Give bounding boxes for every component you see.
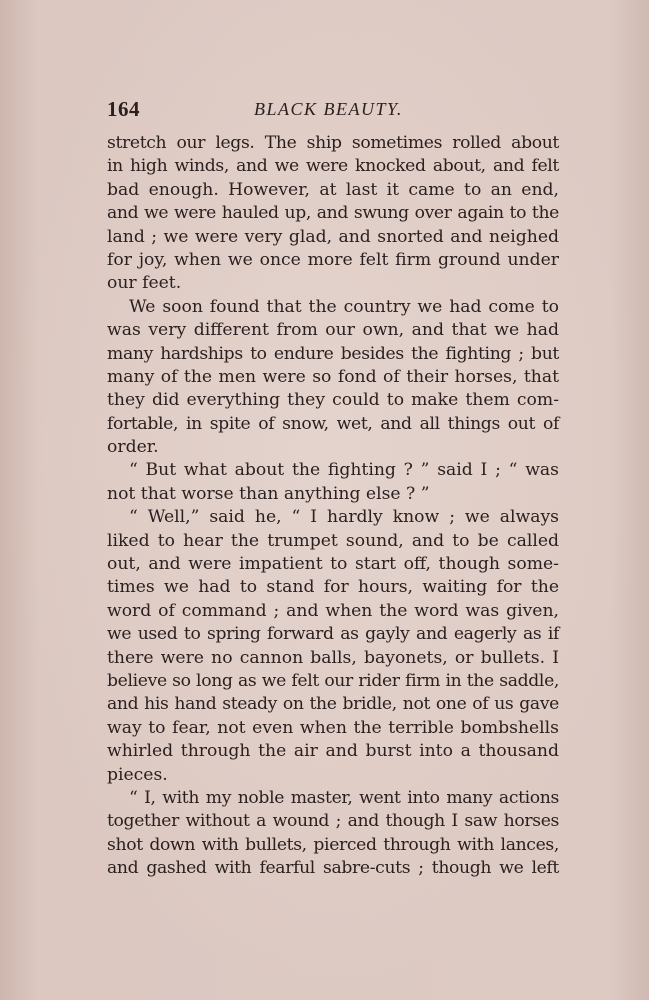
text-line: together without a wound ; and though I saw horses [107,811,559,832]
text-line: fortable, in spite of snow, wet, and all things out of [107,413,559,434]
text-line: our feet. [107,273,182,294]
text-line: We soon found that the country we had come to [129,296,559,317]
text-line: liked to hear the trumpet sound, and to be called [107,530,559,551]
text-line: in high winds, and we were knocked about, and felt [107,156,559,177]
page-number: 164 [107,97,140,121]
text-line: many hardships to endure besides the fighting ; but [107,343,559,364]
text-line: bad enough. However, at last it came to an end, [107,179,559,200]
text-line: “ Well,” said he, “ I hardly know ; we always [129,507,559,528]
body-text [107,132,559,881]
text-line: shot down with bullets, pierced through with lances, [107,834,559,855]
text-line: word of command ; and when the word was given, [107,600,559,621]
text-line: “ I, with my noble master, went into many actions [129,787,559,808]
text-line: believe so long as we felt our rider firm in the saddle, [107,670,559,691]
text-line: out, and were impatient to start off, though some- [107,554,559,575]
text-line: not that worse than anything else ? ” [107,483,430,504]
running-head [107,97,559,125]
book-title: BLACK BEAUTY. [254,99,403,119]
text-line: way to fear, not even when the terrible bombshells [107,717,559,738]
text-line: “ But what about the fighting ? ” said I ; “ was [129,460,559,481]
text-line: and his hand steady on the bridle, not one of us gave [107,694,559,715]
text-line: they did everything they could to make them com- [107,390,559,411]
text-line: whirled through the air and burst into a thousand [107,741,559,762]
text-line: stretch our legs. The ship sometimes rolled about [107,133,559,153]
text-line: and we were hauled up, and swung over again to the [107,203,559,224]
text-line: many of the men were so fond of their horses, that [107,366,559,387]
text-line: there were no cannon balls, bayonets, or bullets. I [107,647,559,668]
text-line: pieces. [107,764,168,785]
text-line: for joy, when we once more felt firm ground under [107,249,559,270]
text-line: land ; we were very glad, and snorted and neighed [107,226,559,247]
text-line: we used to spring forward as gayly and eagerly as if [107,624,559,645]
text-line: and gashed with fearful sabre-cuts ; though we left [107,858,559,879]
text-line: order. [107,437,159,458]
text-line: was very different from our own, and that we had [107,320,559,341]
text-line: times we had to stand for hours, waiting for the [107,577,559,598]
